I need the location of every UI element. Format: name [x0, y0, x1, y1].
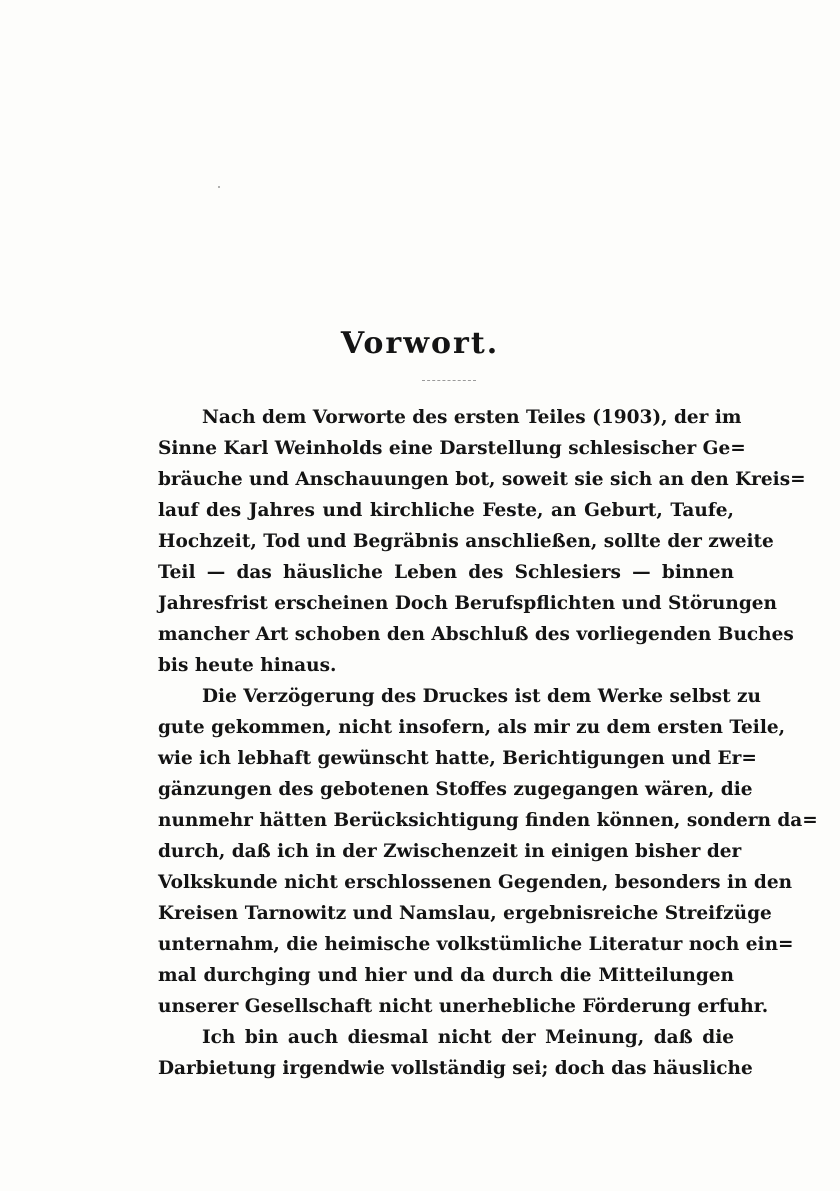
- text-line: mal durchging und hier und da durch die Mitteilungen: [158, 965, 734, 986]
- text-line: Hochzeit, Tod und Begräbnis anschließen, sollte der zweite: [158, 531, 774, 552]
- body-text: [158, 402, 818, 1084]
- text-line: wie ich lebhaft gewünscht hatte, Berichtigungen und Er=: [158, 748, 757, 769]
- text-line: Kreisen Tarnowitz und Namslau, ergebnisreiche Streifzüge: [158, 903, 772, 924]
- text-line: Volkskunde nicht erschlossenen Gegenden, besonders in den: [158, 872, 793, 893]
- text-line: durch, daß ich in der Zwischenzeit in einigen bisher der: [158, 841, 742, 862]
- text-line: unserer Gesellschaft nicht unerhebliche Förderung erfuhr.: [158, 996, 769, 1017]
- text-line: lauf des Jahres und kirchliche Feste, an Geburt, Taufe,: [158, 500, 734, 521]
- text-line: nunmehr hätten Berücksichtigung finden können, sondern da=: [158, 810, 818, 831]
- text-line: unternahm, die heimische volkstümliche Literatur noch ein=: [158, 934, 794, 955]
- text-line: mancher Art schoben den Abschluß des vorliegenden Buches: [158, 624, 794, 645]
- text-line: bräuche und Anschauungen bot, soweit sie sich an den Kreis=: [158, 469, 806, 490]
- text-line: Darbietung irgendwie vollständig sei; doch das häusliche: [158, 1058, 753, 1079]
- text-line: gute gekommen, nicht insofern, als mir zu dem ersten Teile,: [158, 717, 786, 738]
- heading-divider: [422, 380, 476, 381]
- page-speck: [218, 186, 220, 188]
- text-line: Nach dem Vorworte des ersten Teiles (1903), der im: [202, 407, 742, 428]
- text-line: Jahresfrist erscheinen Doch Berufspflichten und Störungen: [158, 593, 777, 614]
- text-line: bis heute hinaus.: [158, 655, 337, 676]
- text-line: gänzungen des gebotenen Stoffes zugegangen wären, die: [158, 779, 753, 800]
- text-line: Teil — das häusliche Leben des Schlesiers — binnen: [158, 562, 734, 583]
- text-line: Ich bin auch diesmal nicht der Meinung, daß die: [202, 1027, 734, 1048]
- page-heading: Vorwort.: [340, 326, 500, 361]
- text-line: Sinne Karl Weinholds eine Darstellung schlesischer Ge=: [158, 438, 746, 459]
- text-line: Die Verzögerung des Druckes ist dem Werke selbst zu: [202, 686, 762, 707]
